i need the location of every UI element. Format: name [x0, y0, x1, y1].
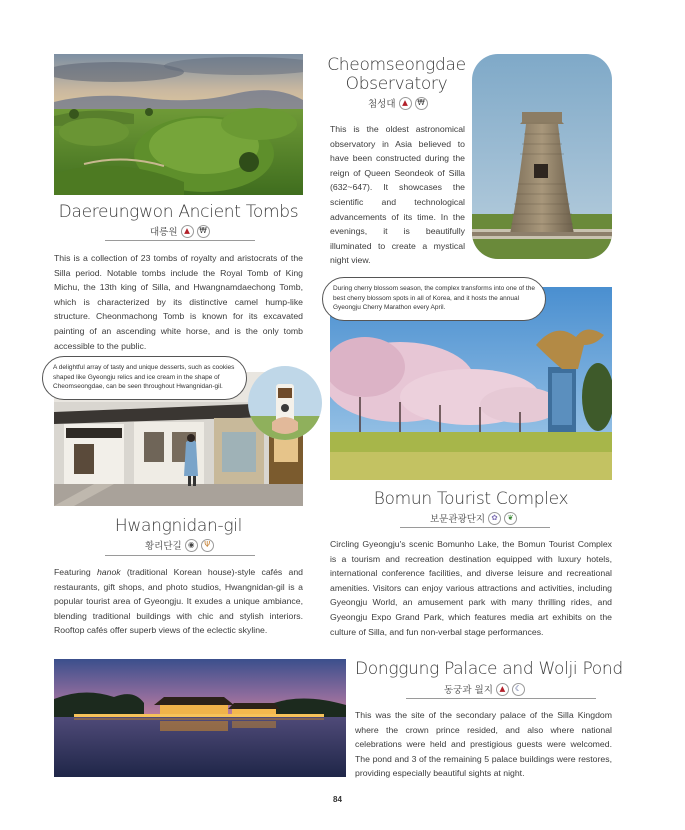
admission-fee-icon: ₩: [197, 225, 210, 238]
donggung-description: This was the site of the secondary palace of the Silla Kingdom where the crown prince resided, and also where national celebrations were held and prestigious guests were welcomed. The pond and 3 of the remaining 5 palace buildings were restores, providing especially beautiful sights at night.: [355, 710, 612, 779]
daereungwon-rule: [105, 240, 255, 241]
hwangnidan-rule: [105, 555, 255, 556]
donggung-korean: [444, 682, 525, 696]
heritage-icon: ▲: [399, 97, 412, 110]
bomun-korean: [430, 511, 517, 525]
cheomseongdae-photo: [472, 54, 612, 259]
cheomseongdae-korean-label: 첨성대: [368, 99, 396, 110]
admission-fee-icon: ₩: [415, 97, 428, 110]
hwangnidan-body-pre: Featuring: [54, 567, 97, 577]
page-number: 84: [333, 795, 342, 804]
cheomseongdae-korean: [368, 96, 428, 110]
hwangnidan-body-post: (traditional Korean house)-style cafés and restaurants, gift shops, and photo studios, Hwangnidan-gil is a popular tourist area of Gyeongju. It exudes a unique ambiance, blending traditional buildings with chic and stylish interiors. Rooftop cafés offer superb views of the eclectic skyline.: [54, 567, 303, 636]
leaf-icon: ❦: [504, 512, 517, 525]
daereungwon-title: Daereungwon Ancient Tombs: [58, 202, 299, 222]
bomun-korean-label: 보문관광단지: [430, 514, 486, 525]
bomun-title: Bomun Tourist Complex: [373, 489, 569, 509]
donggung-korean-label: 동궁과 월지: [444, 685, 493, 696]
donggung-photo: [54, 659, 346, 777]
cheomseongdae-title-line2: Observatory: [345, 74, 448, 94]
night-view-icon: ☾: [512, 683, 525, 696]
bomun-callout: During cherry blossom season, the complex transforms into one of the best cherry blossom spots in all of Korea, and it hosts the annual Gyeongju Cherry Marathon every April.: [322, 277, 546, 321]
daereungwon-korean: [150, 224, 210, 238]
hwangnidan-callout: A delightful array of tasty and unique desserts, such as cookies shaped like Gyeongju relics and ice cream in the shape of Cheomseongdae, can be seen throughout Hwangnidan-gil.: [42, 356, 247, 400]
hwangnidan-body-em: hanok: [96, 567, 121, 577]
cheomseongdae-title-line1: Cheomseongdae: [327, 55, 466, 75]
hwangnidan-title: Hwangnidan-gil: [114, 516, 243, 536]
hwangnidan-description: [54, 565, 303, 638]
bomun-description: Circling Gyeongju's scenic Bomunho Lake, the Bomun Tourist Complex is a tourism and recreation destination equipped with luxury hotels, international conference facilities, and diverse leisure and recreational amenities. Visitors can enjoy various attractions and activities, including Gyeongju World, an amusement park with many thrilling rides, and Gyeongju Expo Grand Park, which features media art exhibits on the culture of Silla, and fun non-verbal stage performances.: [330, 539, 612, 637]
blossom-icon: ✿: [488, 512, 501, 525]
food-icon: Ψ: [201, 539, 214, 552]
camera-icon: ◉: [185, 539, 198, 552]
donggung-rule: [406, 698, 596, 699]
donggung-title: Donggung Palace and Wolji Pond: [355, 659, 623, 679]
hwangnidan-korean: [145, 538, 214, 552]
hwangnidan-dessert-inset: [248, 366, 322, 440]
hwangnidan-korean-label: 황리단길: [145, 541, 182, 552]
cheomseongdae-description: This is the oldest astronomical observatory in Asia believed to have been constructed during the reign of Queen Seondeok of Silla (632~647). It showcases the scientific and technological advancements of its time. In the evenings, it is beautifully illuminated to create a mystical night view.: [330, 124, 465, 266]
daereungwon-photo: [54, 54, 303, 195]
heritage-icon: ▲: [181, 225, 194, 238]
bomun-rule: [400, 527, 550, 528]
daereungwon-korean-label: 대릉원: [150, 227, 178, 238]
heritage-icon: ▲: [496, 683, 509, 696]
daereungwon-description: This is a collection of 23 tombs of royalty and aristocrats of the Silla period. Notable tombs include the Royal Tomb of King Michu, the 13th king of Silla, and Hwangnamdaechong Tomb, which is characterized by its distinctive camel hump-like structure. Cheonmachong Tomb is known for its excavated painting of an ascending white horse, and is the only tomb accessible to the public.: [54, 253, 303, 351]
